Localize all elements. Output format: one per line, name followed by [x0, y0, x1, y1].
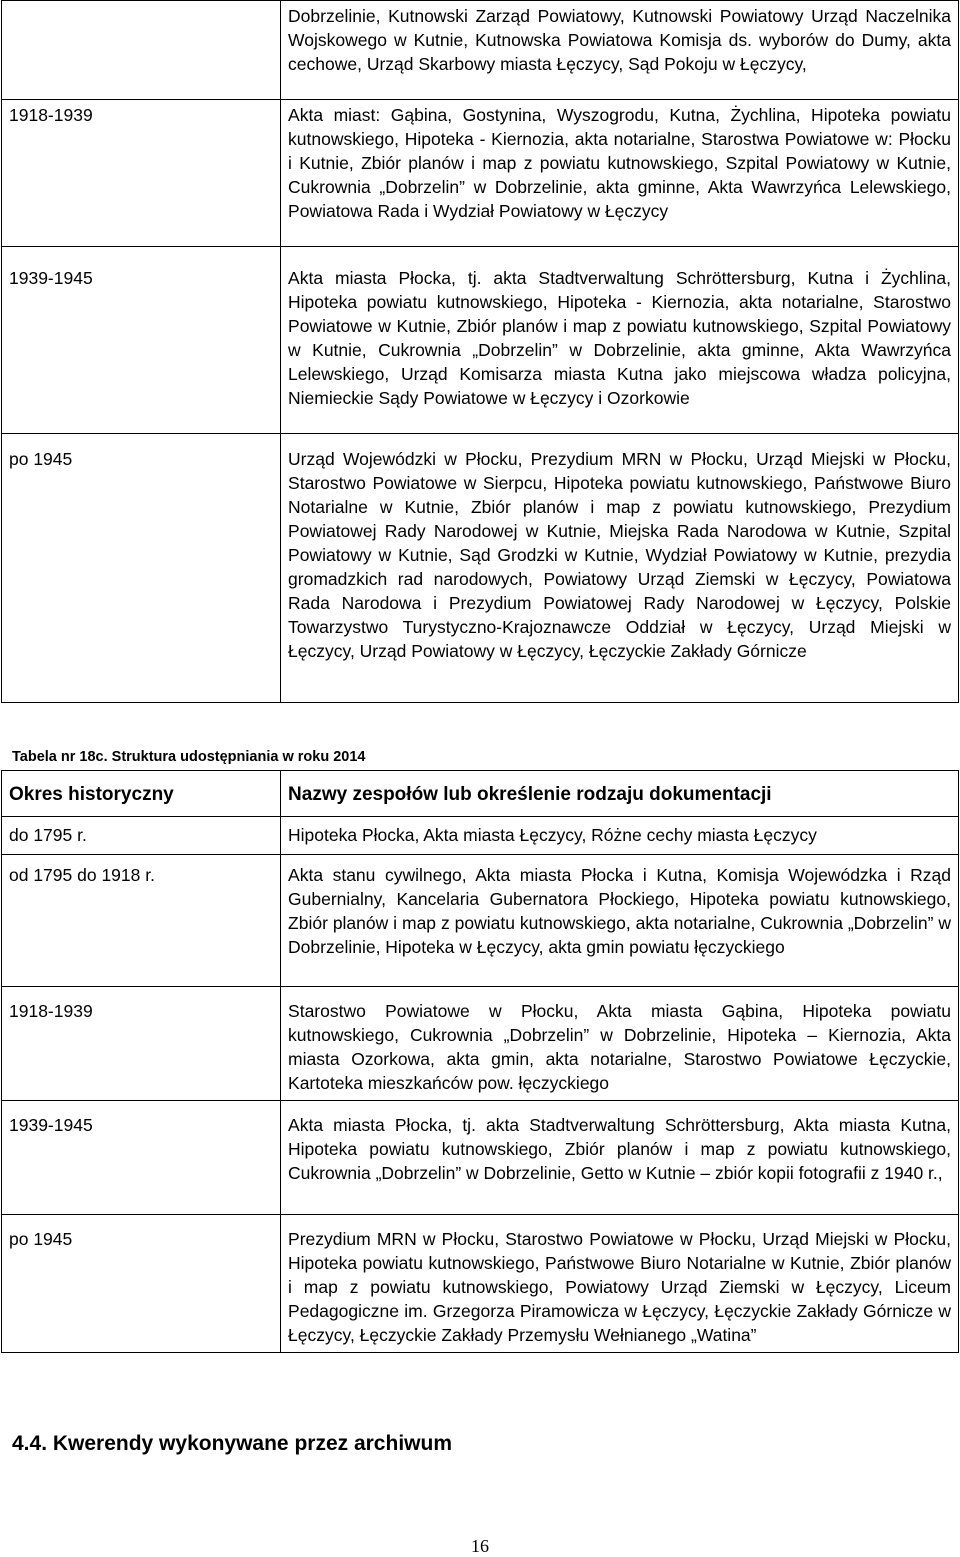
- period-cell: po 1945: [2, 434, 281, 703]
- period-cell: 1918-1939: [2, 100, 281, 247]
- description-cell: Hipoteka Płocka, Akta miasta Łęczycy, Różne cechy miasta Łęczycy: [281, 817, 959, 855]
- description-cell: Starostwo Powiatowe w Płocku, Akta miasta Gąbina, Hipoteka powiatu kutnowskiego, Cukrownia „Dobrzelin” w Dobrzelinie, Hipoteka – Kiernozia, Akta miasta Ozorkowa, akta gmin, akta notarialne, Starostwo Powiatowe Łęczyckie, Kartoteka mieszkańców pow. łęczyckiego: [281, 987, 959, 1101]
- table-row: [2, 434, 959, 703]
- period-cell: [2, 1, 281, 100]
- table-row: [2, 1, 959, 100]
- description-cell: Akta miast: Gąbina, Gostynina, Wyszogrodu, Kutna, Żychlina, Hipoteka powiatu kutnowskiego, Hipoteka - Kiernozia, akta notarialne, Starostwa Powiatowe w: Płocku i Kutnie, Zbiór planów i map z powiatu kutnowskiego, Szpital Powiatowy w Kutnie, Cukrownia „Dobrzelin” w Dobrzelinie, akta gminne, Akta Wawrzyńca Lelewskiego, Powiatowa Rada i Wydział Powiatowy w Łęczycy: [281, 100, 959, 247]
- description-cell: Prezydium MRN w Płocku, Starostwo Powiatowe w Płocku, Urząd Miejski w Płocku, Hipoteka powiatu kutnowskiego, Państwowe Biuro Notarialne w Kutnie, Zbiór planów i map z powiatu kutnowskiego, Powiatowy Urząd Ziemski w Łęczycy, Liceum Pedagogiczne im. Grzegorza Piramowicza w Łęczycy, Łęczyckie Zakłady Górnicze w Łęczycy, Łęczyckie Zakłady Przemysłu Wełnianego „Watina”: [281, 1215, 959, 1353]
- header-description: Nazwy zespołów lub określenie rodzaju dokumentacji: [281, 771, 959, 817]
- period-cell: po 1945: [2, 1215, 281, 1353]
- table-row: [2, 1101, 959, 1215]
- table-row: [2, 855, 959, 987]
- period-cell: do 1795 r.: [2, 817, 281, 855]
- section-heading: 4.4. Kwerendy wykonywane przez archiwum: [12, 1432, 452, 1455]
- description-cell: Akta miasta Płocka, tj. akta Stadtverwaltung Schröttersburg, Akta miasta Kutna, Hipoteka powiatu kutnowskiego, Zbiór planów i map z powiatu kutnowskiego, Cukrownia „Dobrzelin” w Dobrzelinie, Getto w Kutnie – zbiór kopii fotografii z 1940 r.,: [281, 1101, 959, 1215]
- table-caption: Tabela nr 18c. Struktura udostępniania w roku 2014: [12, 749, 366, 765]
- period-cell: 1939-1945: [2, 1101, 281, 1215]
- period-cell: od 1795 do 1918 r.: [2, 855, 281, 987]
- table-row: [2, 247, 959, 434]
- archive-table-previous: [1, 0, 959, 703]
- description-cell: Akta stanu cywilnego, Akta miasta Płocka i Kutna, Komisja Wojewódzka i Rząd Gubernialny, Kancelaria Gubernatora Płockiego, Hipoteka powiatu kutnowskiego, Zbiór planów i map z powiatu kutnowskiego, akta notarialne, Cukrownia „Dobrzelin” w Dobrzelinie, Hipoteka w Łęczycy, akta gmin powiatu łęczyckiego: [281, 855, 959, 987]
- header-period: Okres historyczny: [2, 771, 281, 817]
- table-row: [2, 1215, 959, 1353]
- description-cell: Urząd Wojewódzki w Płocku, Prezydium MRN w Płocku, Urząd Miejski w Płocku, Starostwo Powiatowe w Sierpcu, Hipoteka powiatu kutnowskiego, Państwowe Biuro Notarialne w Kutnie, Zbiór planów i map z powiatu kutnowskiego, Prezydium Powiatowej Rady Narodowej w Kutnie, Miejska Rada Narodowa w Kutnie, Szpital Powiatowy w Kutnie, Sąd Grodzki w Kutnie, Wydział Powiatowy w Kutnie, prezydia gromadzkich rad narodowych, Powiatowy Urząd Ziemski w Łęczycy, Powiatowa Rada Narodowa i Prezydium Powiatowej Rady Narodowej w Łęczycy, Polskie Towarzystwo Turystyczno-Krajoznawcze Oddział w Łęczycy, Urząd Miejski w Łęczycy, Urząd Powiatowy w Łęczycy, Łęczyckie Zakłady Górnicze: [281, 434, 959, 703]
- period-cell: 1918-1939: [2, 987, 281, 1101]
- description-cell: Akta miasta Płocka, tj. akta Stadtverwaltung Schröttersburg, Kutna i Żychlina, Hipoteka powiatu kutnowskiego, Hipoteka - Kiernozia, akta notarialne, Starostwo Powiatowe w Kutnie, Zbiór planów i map z powiatu kutnowskiego, Szpital Powiatowy w Kutnie, Cukrownia „Dobrzelin” w Dobrzelinie, akta gminne, Akta Wawrzyńca Lelewskiego, Urząd Komisarza miasta Kutna jako miejscowa władza policyjna, Niemieckie Sądy Powiatowe w Łęczycy i Ozorkowie: [281, 247, 959, 434]
- description-cell: Dobrzelinie, Kutnowski Zarząd Powiatowy, Kutnowski Powiatowy Urząd Naczelnika Wojskowego w Kutnie, Kutnowska Powiatowa Komisja ds. wyborów do Dumy, akta cechowe, Urząd Skarbowy miasta Łęczycy, Sąd Pokoju w Łęczycy,: [281, 1, 959, 100]
- table-header-row: [2, 771, 959, 817]
- period-cell: 1939-1945: [2, 247, 281, 434]
- table-row: [2, 987, 959, 1101]
- archive-table-2014: [1, 770, 959, 1353]
- table-row: [2, 817, 959, 855]
- page-number: 16: [471, 1536, 489, 1556]
- table-row: [2, 100, 959, 247]
